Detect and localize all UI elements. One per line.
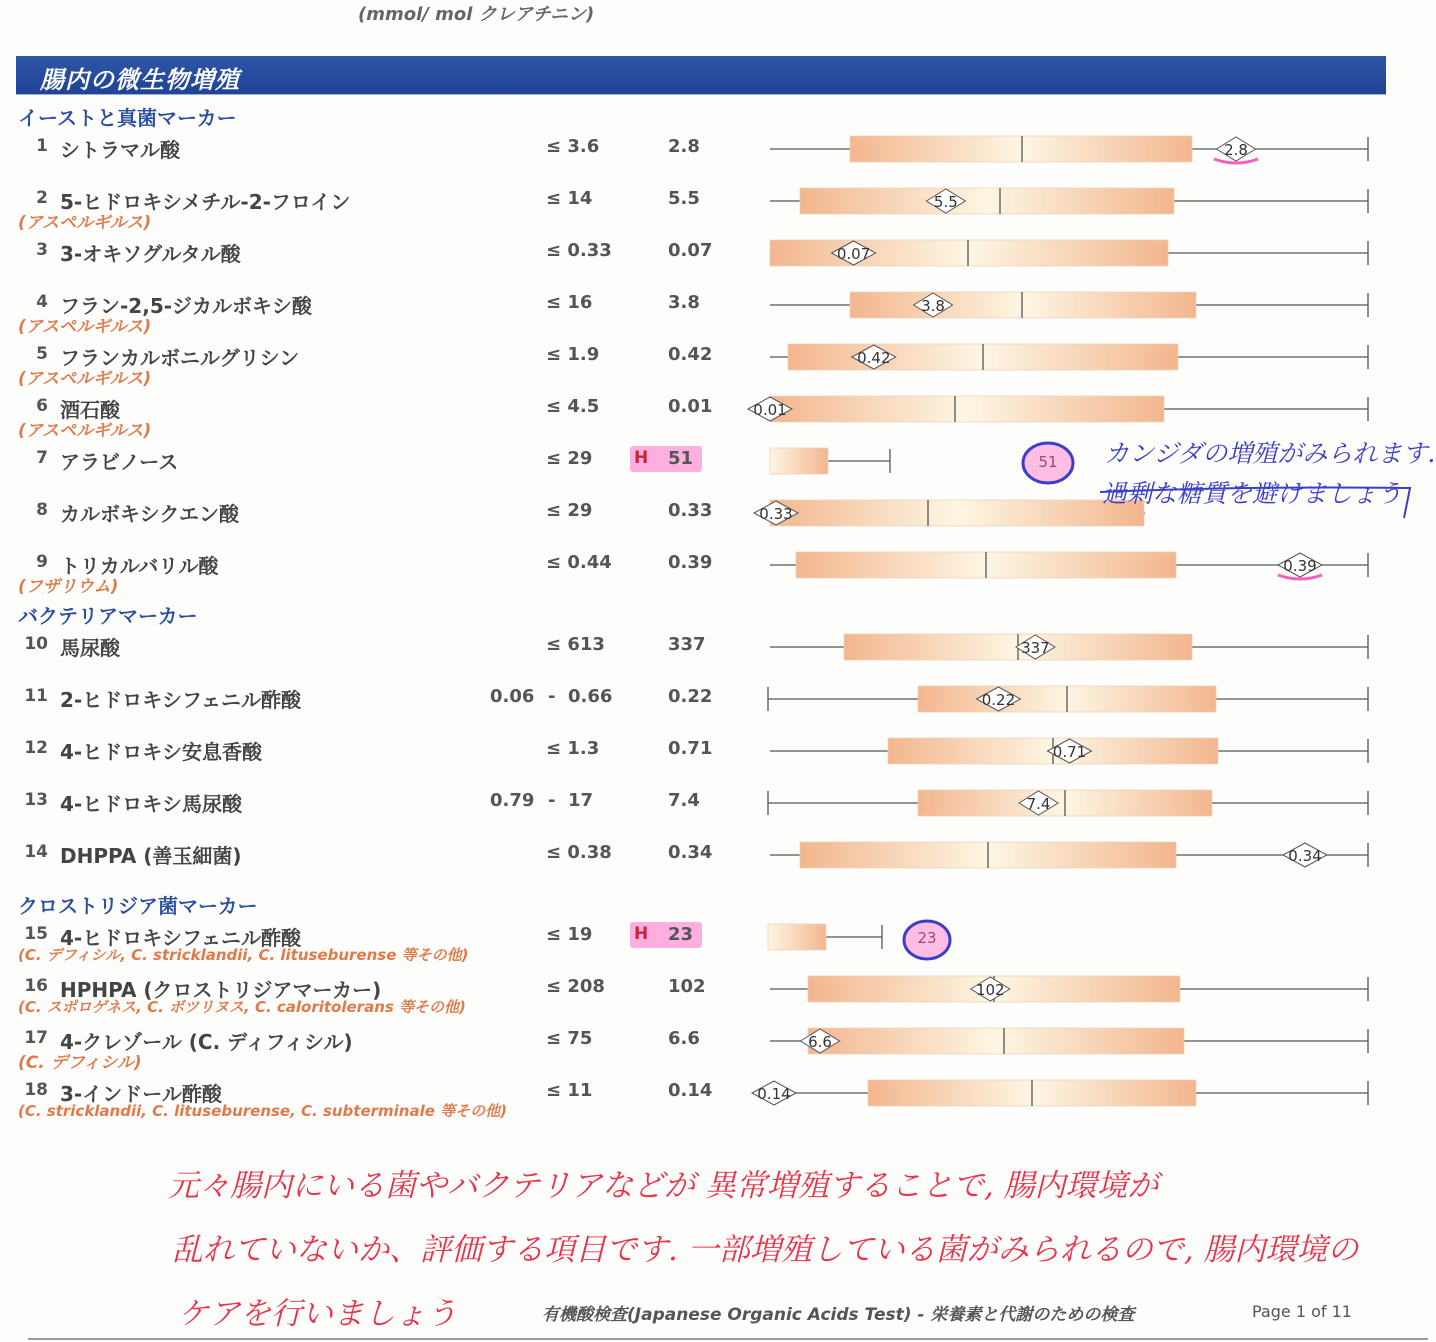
reference-range: ≤ 0.38 (546, 842, 612, 863)
group-heading-clostridia: クロストリジア菌マーカー (18, 894, 258, 918)
analyte-name: 3-インドール酢酸 (60, 1082, 222, 1106)
reference-range: ≤ 14 (546, 188, 593, 209)
analyte-name: 4-クレゾール (C. ディフィシル) (60, 1030, 353, 1054)
result-value: 0.14 (668, 1080, 713, 1101)
analyte-name: 酒石酸 (60, 398, 120, 422)
result-marker-label: 2.8 (1224, 141, 1248, 159)
analyte-organism-note: (C. スポロゲネス, C. ボツリヌス, C. caloritolerans 等その他) (18, 998, 466, 1016)
analyte-name: 4-ヒドロキシ安息香酸 (60, 740, 263, 764)
reference-range: ≤ 1.3 (546, 738, 600, 759)
result-value: 0.33 (668, 500, 713, 521)
row-number: 3 (36, 240, 48, 260)
result-value: 2.8 (668, 136, 700, 157)
result-marker-label: 0.22 (981, 691, 1016, 709)
analyte-organism-note: (C. stricklandii, C. lituseburense, C. subterminale 等その他) (18, 1102, 508, 1120)
annotation-blue-line1: カンジダの増殖がみられます. (1104, 439, 1436, 468)
analyte-name: シトラマル酸 (60, 138, 180, 162)
result-value: 102 (668, 976, 706, 997)
reference-range: ≤ 11 (546, 1080, 593, 1101)
analyte-organism-note: (アスペルギルス) (18, 369, 152, 389)
reference-range: ≤ 29 (546, 500, 593, 521)
analyte-organism-note: (C. デフィシル, C. stricklandii, C. lituseburense 等その他) (18, 946, 469, 964)
row-number: 18 (24, 1080, 48, 1100)
row-number: 8 (36, 500, 48, 520)
analyte-organism-note: (アスペルギルス) (18, 213, 152, 233)
result-marker-label: 102 (975, 981, 1005, 999)
analyte-organism-note: (アスペルギルス) (18, 421, 152, 441)
result-marker-label: 7.4 (1026, 795, 1051, 813)
result-value: 6.6 (668, 1028, 700, 1049)
high-flag: H (634, 448, 649, 468)
result-marker-label: 0.71 (1052, 743, 1087, 761)
row-number: 11 (24, 686, 48, 706)
row-number: 7 (36, 448, 48, 468)
row-number: 13 (24, 790, 48, 810)
row-number: 1 (36, 136, 48, 156)
result-marker-label: 0.39 (1283, 557, 1317, 575)
row-number: 10 (24, 634, 48, 654)
result-value: 337 (668, 634, 706, 655)
row-number: 16 (24, 976, 48, 996)
result-value: 7.4 (668, 790, 700, 811)
row-number: 4 (36, 292, 48, 312)
group-heading-yeast-fungi: イーストと真菌マーカー (18, 106, 237, 130)
analyte-name: 4-ヒドロキシフェニル酢酸 (60, 926, 302, 950)
bottom-rule (28, 1338, 1428, 1340)
result-marker-label: 0.14 (757, 1085, 791, 1103)
row-number: 17 (24, 1028, 48, 1048)
circle-mark-arabinose (1023, 443, 1073, 483)
analyte-organism-note: (C. デフィシル) (18, 1053, 142, 1073)
page-number: Page 1 of 11 (1252, 1302, 1352, 1321)
result-value: 3.8 (668, 292, 700, 313)
result-marker-label: 337 (1021, 639, 1050, 657)
result-value: 0.01 (668, 396, 713, 417)
analyte-name: フラン-2,5-ジカルボキシ酸 (60, 294, 312, 318)
result-value: 0.07 (668, 240, 713, 261)
row-number: 5 (36, 344, 48, 364)
reference-range: ≤ 0.33 (546, 240, 612, 261)
reference-low: 0.06 (490, 686, 535, 707)
row-number: 9 (36, 552, 48, 572)
analyte-name: 3-オキソグルタル酸 (60, 242, 241, 266)
result-marker-label: 0.33 (759, 505, 793, 523)
reference-range: ≤ 75 (546, 1028, 593, 1049)
result-marker-label: 6.6 (808, 1033, 832, 1051)
analyte-organism-note: (フザリウム) (18, 577, 119, 597)
annotation-red-line1: 元々腸内にいる菌やバクテリアなどが 異常増殖することで, 腸内環境が (168, 1168, 1159, 1204)
result-marker-label: 0.42 (857, 349, 891, 367)
analyte-name: HPHPA (クロストリジアマーカー) (60, 978, 382, 1002)
reference-range: ≤ 1.9 (546, 344, 600, 365)
result-marker-label: 0.07 (836, 245, 871, 263)
result-marker-label: 0.34 (1288, 847, 1322, 865)
reference-dash: - (548, 686, 556, 707)
circle-mark-hpa (904, 921, 950, 959)
annotation-red-line2: 乱れていないか、評価する項目です. 一部増殖している菌がみられるので, 腸内環境の (172, 1232, 1359, 1268)
result-value: 0.34 (668, 842, 713, 863)
reference-range: ≤ 613 (546, 634, 605, 655)
result-marker-label: 5.5 (933, 193, 958, 211)
annotation-red-line3: ケアを行いましょう (178, 1296, 457, 1332)
row-number: 6 (36, 396, 48, 416)
reference-low: 0.79 (490, 790, 535, 811)
result-marker-label: 0.01 (753, 401, 787, 419)
reference-high: 17 (568, 790, 594, 811)
reference-range: ≤ 208 (546, 976, 605, 997)
reference-range: ≤ 16 (546, 292, 593, 313)
reference-dash: - (548, 790, 556, 811)
analyte-name: フランカルボニルグリシン (60, 346, 300, 370)
analyte-name: カルボキシクエン酸 (60, 502, 239, 526)
analyte-organism-note: (アスペルギルス) (18, 317, 152, 337)
group-heading-bacteria: バクテリアマーカー (18, 604, 198, 628)
reference-range: ≤ 4.5 (546, 396, 600, 417)
result-value: 5.5 (668, 188, 700, 209)
footer-title: 有機酸検査(Japanese Organic Acids Test) - 栄養素と代謝のための検査 (542, 1305, 1135, 1325)
row-number: 2 (36, 188, 48, 208)
section-title: 腸内の微生物増殖 (40, 66, 240, 94)
analyte-name: トリカルバリル酸 (60, 554, 219, 578)
result-marker-label: 3.8 (921, 297, 945, 315)
row-number: 15 (24, 924, 48, 944)
reference-range: ≤ 29 (546, 448, 593, 469)
cutoff-unit-header: (mmol/ mol クレアチニン) (358, 4, 595, 25)
analyte-name: アラビノース (60, 450, 179, 474)
result-value: 51 (668, 448, 694, 469)
reference-high: 0.66 (568, 686, 613, 707)
analyte-name: 5-ヒドロキシメチル-2-フロイン (60, 190, 351, 214)
result-value: 0.71 (668, 738, 713, 759)
high-flag: H (634, 924, 649, 944)
annotation-blue-line2: 過剰な糖質を避けましょう (1102, 479, 1403, 508)
analyte-name: 2-ヒドロキシフェニル酢酸 (60, 688, 302, 712)
reference-range: ≤ 19 (546, 924, 593, 945)
reference-range: ≤ 3.6 (546, 136, 600, 157)
analyte-name: 4-ヒドロキシ馬尿酸 (60, 792, 243, 816)
result-value: 0.22 (668, 686, 713, 707)
result-value: 0.39 (668, 552, 713, 573)
reference-range: ≤ 0.44 (546, 552, 612, 573)
row-number: 14 (24, 842, 48, 862)
analyte-name: 馬尿酸 (60, 636, 120, 660)
result-value: 0.42 (668, 344, 713, 365)
row-number: 12 (24, 738, 48, 758)
analyte-name: DHPPA (善玉細菌) (60, 844, 242, 868)
result-value: 23 (668, 924, 694, 945)
